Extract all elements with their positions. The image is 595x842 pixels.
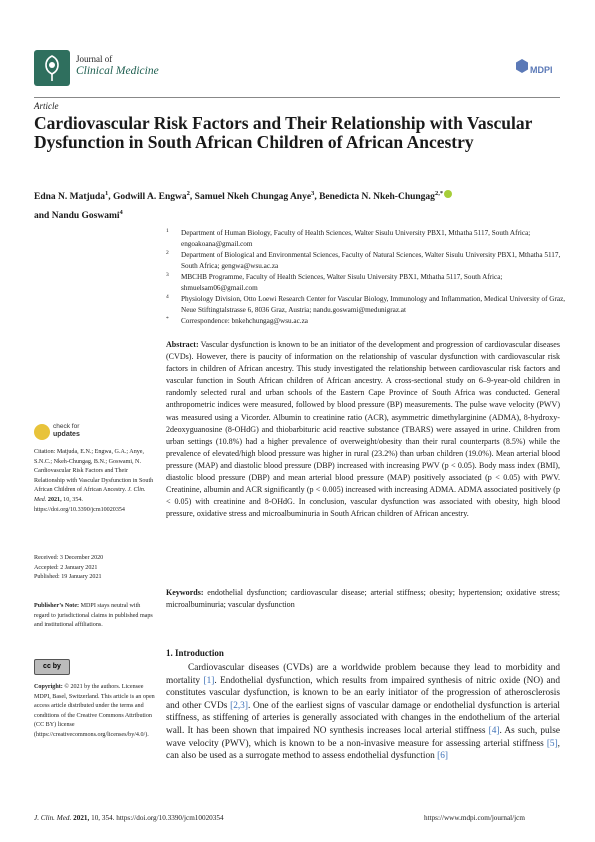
article-type: Article <box>34 101 59 111</box>
author-name[interactable]: Nandu Goswami <box>51 211 120 222</box>
reference-link[interactable]: [6] <box>437 751 448 762</box>
author-name[interactable]: Benedicta N. Nkeh-Chungag <box>319 192 435 203</box>
copyright-block <box>34 683 156 741</box>
reference-link[interactable]: [4] <box>488 725 500 736</box>
author-separator: , <box>108 192 111 203</box>
check-for-updates-button[interactable] <box>53 423 80 439</box>
abstract <box>166 339 560 520</box>
affiliation-number: 4 <box>166 294 169 300</box>
citation-year: 2021, <box>47 496 62 503</box>
affiliation-item <box>166 228 566 249</box>
reference-link[interactable]: [5] <box>546 738 558 749</box>
affiliation-mark: 2 <box>186 190 190 197</box>
keywords <box>166 587 560 611</box>
author-name[interactable]: Samuel Nkeh Chungag Anye <box>194 192 312 203</box>
check-for-updates-label: check for <box>53 423 80 430</box>
section-heading: 1. Introduction <box>166 648 224 658</box>
intro-paragraph <box>166 662 560 763</box>
affiliation-item <box>166 316 566 327</box>
abstract-label: Abstract: <box>166 340 199 349</box>
footer-journal: J. Clin. Med. <box>34 814 72 822</box>
keywords-label: Keywords: <box>166 588 204 597</box>
abstract-text: Vascular dysfunction is known to be an initiator of the development and progression of cardiovascular diseases (CVDs). However, there is paucity of information on the relationship of vascular dysfunction with cardiovascular risk factors in children of African ancestry. This study investigated the relationship between cardiovascular risk factors and vascular function in South African children of African ancestry. A cross-sectional study on 6–9-year-old children in randomly selected rural and urban schools of the Eastern Cape Province of South Africa was conducted. General anthropometric indices were measured, followed by blood pressure (BP) measurements. The pulse wave velocity (PWV) was measured using a Vicorder. Albumin to creatinine ratio (ACR), asymmetric dimethylarginine (ADMA), 8-hydroxy-2deoxyguanosine (8-OHdG) and thiobarbituric acid reactive substance (TBARS) were assayed in urine. Children from urban settings (10.8%) had a higher prevalence of overweight/obesity than their rural counterparts (8.5%) while the prevalence of elevated/high blood pressure was higher in rural (23.2%) than urban children (19.0%). Mean arterial blood pressure (MAP) and diastolic blood pressure (DBP) increased with increasing PWV (p < 0.05). Body mass index (BMI), diastolic blood pressure (DBP) and mean arterial blood pressure (MAP) positively associated (p < 0.05) with PWV. Creatinine, albumin and ACR significantly (p < 0.005) increased with increasing ADMA. ADMA associated positively (p < 0.05) with creatinine and 8-OHdG. In conclusion, vascular dysfunction was associated with obesity, high blood pressure, oxidative stress and microalbuminuria in South African children of African ancestry. <box>166 340 560 519</box>
affiliation-text: Correspondence: bnkehchungag@wsu.ac.za <box>181 317 308 325</box>
published-date: Published: 19 January 2021 <box>34 574 102 581</box>
footer-doi[interactable]: 10, 354. https://doi.org/10.3390/jcm10020354 <box>91 814 224 822</box>
affiliation-text: Department of Biological and Environmental Sciences, Faculty of Natural Sciences, Walter Sisulu University PBX1, Mthatha 5117, South Africa; gengwa@wsu.ac.za <box>181 251 561 270</box>
check-for-updates-icon[interactable] <box>34 424 50 440</box>
header-divider <box>34 97 560 98</box>
affiliation-mark: 4 <box>119 209 123 217</box>
affiliation-item <box>166 294 566 315</box>
author-list <box>34 186 554 224</box>
affiliation-number: 1 <box>166 228 169 234</box>
author-separator: , <box>314 192 317 203</box>
accepted-date: Accepted: 2 January 2021 <box>34 564 98 571</box>
publisher-note-label: Publisher’s Note: <box>34 603 80 609</box>
intro-text: . Endothelial dysfunction, which results from impaired synthesis of nitric oxide (NO) and constitutes vascular dysfunction, is known to be an early initiator of the progression of atherosclerosis and other CVDs <box>166 675 560 711</box>
journal-logo <box>34 50 70 86</box>
affiliation-number: 3 <box>166 272 169 278</box>
affiliation-text: Department of Human Biology, Faculty of Health Sciences, Walter Sisulu University PBX1, Mthatha 5117, South Africa; engoakoana@gmail.com <box>181 229 531 248</box>
mdpi-logo[interactable] <box>516 58 556 80</box>
reference-link[interactable]: [1] <box>203 675 215 686</box>
affiliation-list <box>166 228 566 328</box>
copyright-label: Copyright: <box>34 684 63 690</box>
intro-text: . As such, pulse wave velocity (PWV), which is known to be a non-invasive measure for assessing arterial stiffness <box>166 725 560 749</box>
author-separator: , <box>189 192 193 203</box>
reference-link[interactable]: [2,3] <box>230 700 248 711</box>
affiliation-item <box>166 272 566 293</box>
received-date: Received: 3 December 2020 <box>34 555 104 561</box>
intro-text: Cardiovascular diseases (CVDs) are a worldwide problem because they lead to morbidity and mortality <box>166 663 560 686</box>
affiliation-mark: 2,* <box>434 190 444 197</box>
orcid-icon[interactable] <box>444 190 452 198</box>
cc-by-license-icon[interactable]: cc by <box>34 659 70 675</box>
affiliation-number: 2 <box>166 250 169 256</box>
footer-journal-url[interactable]: https://www.mdpi.com/journal/jcm <box>424 814 525 822</box>
affiliation-mark: 3 <box>311 190 315 197</box>
author-name[interactable]: Godwill A. Engwa <box>113 192 187 203</box>
affiliation-item <box>166 250 566 271</box>
author-conjunction: and <box>34 211 50 222</box>
author-name[interactable]: Edna N. Matjuda <box>34 192 105 203</box>
mdpi-wordmark: MDPI <box>530 65 553 75</box>
copyright-text: © 2021 by the authors. Licensee MDPI, Basel, Switzerland. This article is an open access article distributed under the terms and conditions of the Creative Commons Attribution (CC BY) license (https://creativecommons.org/licenses/by/4.0/). <box>34 684 155 738</box>
publisher-note <box>34 602 156 631</box>
footer-citation <box>34 814 224 822</box>
publication-dates <box>34 554 156 583</box>
citation-journal: J. Clin. Med. <box>34 487 146 503</box>
publisher-note-text: MDPI stays neutral with regard to jurisdictional claims in published maps and institutional affiliations. <box>34 603 153 629</box>
citation-block <box>34 448 156 515</box>
journal-name: Clinical Medicine <box>76 65 159 77</box>
keywords-text: endothelial dysfunction; cardiovascular disease; arterial stiffness; obesity; hypertension; oxidative stress; microalbuminuria; vascular dysfunction <box>166 588 560 610</box>
affiliation-text: MBCHB Programme, Faculty of Health Sciences, Walter Sisulu University PBX1, Mthatha 5117, South Africa; shmuelsam06@gmail.com <box>181 273 503 292</box>
check-for-updates-sublabel: updates <box>53 431 80 438</box>
affiliation-mark: 1 <box>105 190 109 197</box>
affiliation-number: * <box>166 316 169 322</box>
citation-doi[interactable]: 10, 354. https://doi.org/10.3390/jcm10020354 <box>34 496 125 513</box>
footer-year: 2021, <box>73 814 90 822</box>
citation-text: Citation: Matjuda, E.N.; Engwa, G.A.; Anye, S.N.C.; Nkeh-Chungag, B.N.; Goswami, N. Cardiovascular Risk Factors and Their Relationship with Vascular Dysfunction in South African Children of African Ancestry. <box>34 449 154 494</box>
journal-of-label: Journal of <box>76 54 113 64</box>
intro-text: . One of the earliest signs of vascular damage or endothelial dysfunction is arterial stiffness, as stiffening of arteries is generally associated with changes in the endothelium of the arterial wall. It has been shown that impaired NO synthesis increases local arterial stiffness <box>166 700 560 736</box>
affiliation-text: Physiology Division, Otto Loewi Research Center for Vascular Biology, Immunology and Inflammation, Medical University of Graz, Neue Stiftingtalstrasse 6, 8036 Graz, Austria; nandu.goswami@medunigraz.at <box>181 295 566 314</box>
article-title: Cardiovascular Risk Factors and Their Relationship with Vascular Dysfunction in South African Children of African Ancestry <box>34 113 533 152</box>
intro-text: , can also be used as a surrogate method to assess endothelial dysfunction <box>166 738 560 762</box>
